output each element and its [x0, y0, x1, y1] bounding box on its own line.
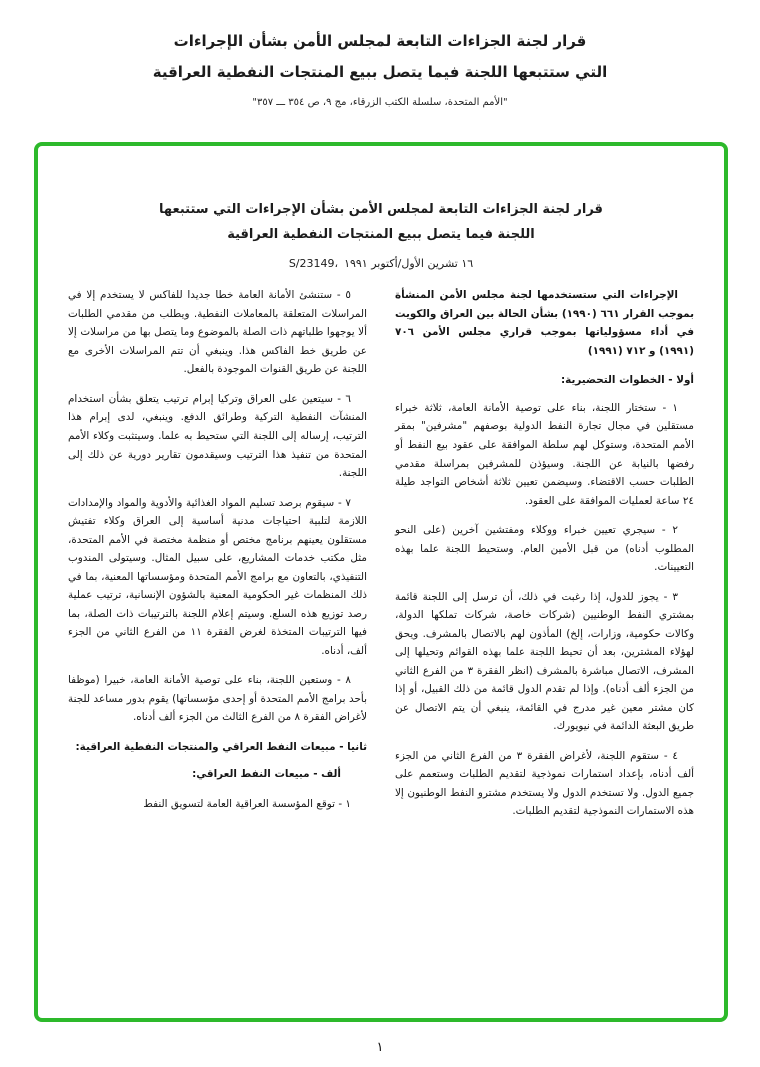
- document-columns: [64, 286, 698, 831]
- section-2-title: ثانيا - مبيعات النفط العراقي والمنتجات النفطية العراقية:: [75, 740, 367, 753]
- paragraph-8: ٨ - وستعين اللجنة، بناء على توصية الأمانة العامة، خبيرا (موظفا بأحد برامج الأمم المتحدة أو إحدى مؤسساتها) يقوم بدور مساعد للجنة لأغراض الفقرة ٨ من الفرع الثالث من الجزء ألف أدناه.: [68, 674, 367, 724]
- header-title-line-2: التي ستتبعها اللجنة فيما يتصل ببيع المنتجات النفطية العراقية: [152, 63, 608, 81]
- document-frame: [34, 142, 728, 1022]
- paragraph-6: ٦ - سيتعين على العراق وتركيا إبرام ترتيب يتعلق بشأن استخدام المنشآت النفطية التركية وطرائق الدفع. وينبغي، لدى إبرام هذا الترتيب، إرساله إلى اللجنة التي ستحيط به علما. وسيتثبت وكلاء الأمم المتحدة من تنفيذ هذا الترتيب وسيقدمون تقارير دورية عن ذلك إلى اللجنة.: [68, 392, 367, 480]
- paragraph-a1: ١ - توقع المؤسسة العراقية العامة لتسويق النفط: [143, 797, 351, 810]
- header-title-line-1: قرار لجنة الجزاءات التابعة لمجلس الأمن بشأن الإجراءات: [173, 32, 587, 50]
- document-symbol: S/23149،: [288, 257, 339, 271]
- document-dateline: [64, 257, 698, 270]
- section-1-title: أولا - الخطوات التحضيرية:: [560, 374, 694, 387]
- intro-paragraph: الإجراءات التي ستستخدمها لجنة مجلس الأمن المنشأة بموجب القرار ٦٦١ (١٩٩٠) بشأن الحالة بين العراق والكويت في أداء مسؤولياتها بموجب قراري مجلس الأمن ٧٠٦ (١٩٩١) و ٧١٢ (١٩٩١): [395, 289, 694, 357]
- page-number: ١: [376, 1040, 384, 1055]
- paragraph-4: ٤ - ستقوم اللجنة، لأغراض الفقرة ٣ من الفرع الثاني من الجزء ألف أدناه، بإعداد استمارات نموذجية لتقديم الطلبات وستعمم على جميع الدول. ولا تستخدم الدول ولا يستخدم مشترو النفط الوطنيون إلا هذه الاستمارات النموذجية لتقديم الطلبات.: [395, 749, 694, 818]
- paragraph-3: ٣ - يجوز للدول، إذا رغبت في ذلك، أن ترسل إلى اللجنة قائمة بمشتري النفط الوطنيين (شركات خاصة، شركات تملكها الدولة، وكالات حكومية، وزارات، إلخ) المأذون لهم بالاتصال بالمشرف. ويحق لهؤلاء المشترين، بعد أن تحيط اللجنة علما بهذه القوائم وتحيلها إلى المشرف، الاتصال مباشرة بالمشرف (انظر الفقرة ٣ من الفرع الثاني من الجزء ألف أدناه). وإذا لم تقدم الدول قائمة من ذلك القبيل، أو إذا كان مشتر معين غير مدرج في القائمة، ينبغي أن يتم الاتصال عن طريق البعثة الدائمة في نيويورك.: [395, 590, 694, 733]
- paragraph-5: ٥ - ستنشئ الأمانة العامة خطا جديدا للفاكس لا يستخدم إلا في المراسلات المتعلقة بالمعاملات النفطية. ويطلب من مقدمي الطلبات ألا يوجهوا طلباتهم ذات الصلة بالموضوع وما يتصل بها من مراسلات إلا عن طريق خط الفاكس هذا. وينبغي أن تتم المراسلات الأخرى مع اللجنة عن طريق القنوات الموجودة بالفعل.: [68, 289, 367, 376]
- paragraph-1: ١ - ستختار اللجنة، بناء على توصية الأمانة العامة، ثلاثة خبراء مستقلين في مجال تجارة النفط الدولية بوصفهم "مشرفين" بمقر الأمم المتحدة، وستوكل لهم سلطة الموافقة على عقود بيع النفط أو رفضها بالنيابة عن اللجنة. وسيؤذن للمشرفين بمراسلة مقدمي الطلبات حسب الاقتضاء. وسيضمن تعيين ثلاثة أشخاص التواجد طيلة ٢٤ ساعة لعمليات الموافقة على العقود.: [395, 401, 694, 507]
- left-column: [68, 286, 367, 831]
- subsection-a-title: ألف - مبيعات النفط العراقي:: [192, 768, 341, 781]
- paragraph-7: ٧ - سيقوم برصد تسليم المواد الغذائية والأدوية والمواد والإمدادات اللازمة لتلبية احتياجات مدنية أساسية إلى العراق وكلاء تفتيش مستقلون يعينهم برنامج مختص أو منظمة مختصة في الأمم المتحدة، مثل مكتب خدمات المشاريع، على سبيل المثال. وسيتولى المندوب التنفيذي، بالتعاون مع برامج الأمم المتحدة ومؤسساتها المعنية، بما في ذلك المنظمات غير الحكومية المعنية بالشؤون الإنسانية، ترتيب عملية رصد توزيع هذه السلع. وسيتم إعلام اللجنة بالترتيبات ذات الصلة، بما فيها الترتيبات المتخذة لغرض الفقرة ١١ من الفرع الثاني من الجزء ألف، أدناه.: [68, 496, 368, 657]
- document-heading-line-2: اللجنة فيما يتصل ببيع المنتجات النفطية العراقية: [227, 226, 535, 242]
- source-note: "الأمم المتحدة، سلسلة الكتب الزرقاء، مج ٩، ص ٣٥٤ ـــ ٣٥٧": [252, 97, 508, 108]
- right-column: [395, 286, 694, 831]
- document-heading-line-1: قرار لجنة الجزاءات التابعة لمجلس الأمن بشأن الإجراءات التي ستتبعها: [159, 202, 603, 217]
- paragraph-2: ٢ - سيجري تعيين خبراء ووكلاء ومفتشين آخرين (على النحو المطلوب أدناه) من قبل الأمين العام. وستحيط اللجنة علما بهذه التعيينات.: [395, 524, 694, 574]
- document-heading: [111, 198, 651, 247]
- page-header: [0, 32, 760, 108]
- document-date: ١٦ تشرين الأول/أكتوبر ١٩٩١: [344, 257, 474, 271]
